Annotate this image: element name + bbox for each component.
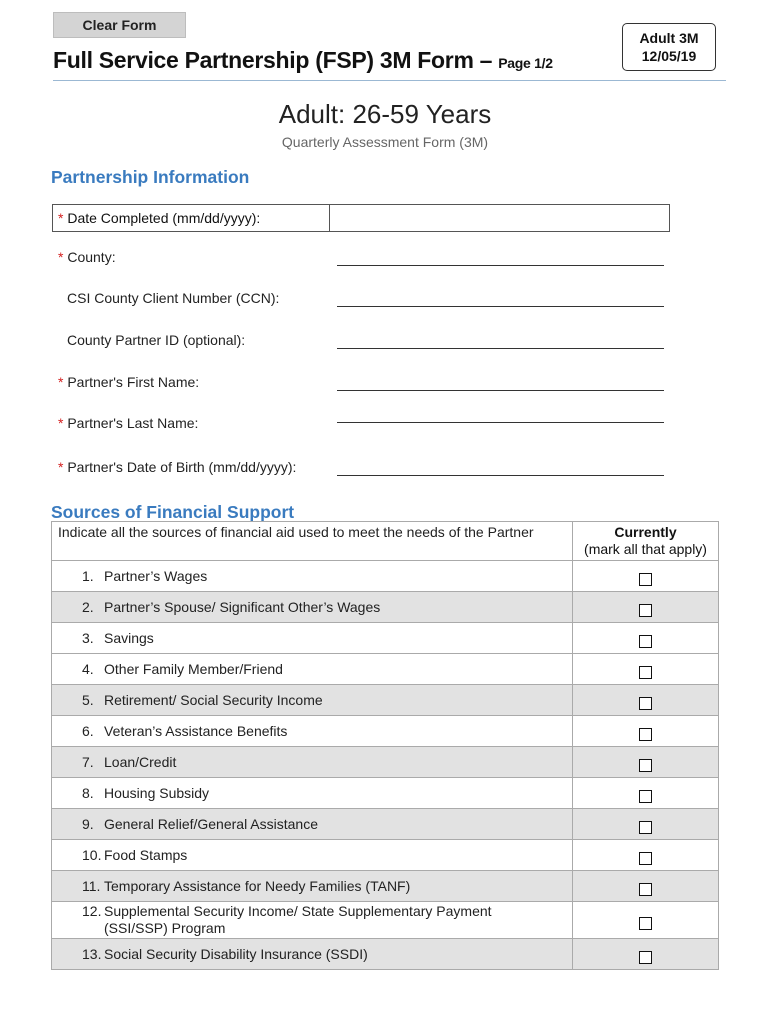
- header-divider: [53, 80, 726, 81]
- currently-column-header: [573, 522, 719, 561]
- item-label: Supplemental Security Income/ State Supplementary Payment (SSI/SSP) Program: [104, 903, 492, 936]
- item-number: 9.: [82, 816, 94, 832]
- item-label: Social Security Disability Insurance (SSDI): [104, 946, 368, 962]
- county-label: [58, 249, 116, 265]
- family-friend-checkbox[interactable]: [639, 666, 652, 679]
- loan-credit-checkbox[interactable]: [639, 759, 652, 772]
- item-number: 1.: [82, 568, 94, 584]
- last-name-input[interactable]: [337, 406, 664, 423]
- item-label: Other Family Member/Friend: [104, 661, 283, 677]
- form-name: Quarterly Assessment Form (3M): [281, 134, 489, 150]
- item-label: Food Stamps: [104, 847, 188, 863]
- badge-form-code: Adult 3M: [639, 30, 699, 46]
- item-number: 10.: [82, 847, 102, 863]
- checkbox-cell: [573, 592, 719, 623]
- item-label: Retirement/ Social Security Income: [104, 692, 323, 708]
- first-name-label: [58, 374, 199, 390]
- table-row: [52, 685, 719, 716]
- sources-column-header: Indicate all the sources of financial aid used to meet the needs of the Partner: [52, 522, 573, 561]
- form-title-text: Full Service Partnership (FSP) 3M Form: [53, 47, 474, 73]
- item-number: 11.: [82, 878, 101, 894]
- ccn-input[interactable]: [337, 290, 664, 307]
- date-completed-row: [52, 204, 670, 232]
- table-row: [52, 747, 719, 778]
- item-label: Savings: [104, 630, 154, 646]
- item-number: 3.: [82, 630, 94, 646]
- table-row: [52, 902, 719, 939]
- partner-wages-checkbox[interactable]: [639, 573, 652, 586]
- table-row: [52, 654, 719, 685]
- ccn-label: CSI County Client Number (CCN):: [67, 290, 280, 306]
- spouse-wages-checkbox[interactable]: [639, 604, 652, 617]
- item-label: Loan/Credit: [104, 754, 177, 770]
- source-item: [52, 871, 573, 902]
- first-name-label-text: Partner's First Name:: [63, 374, 200, 390]
- title-dash: –: [473, 47, 499, 73]
- item-wrap: [82, 903, 572, 937]
- financial-support-table: [51, 521, 719, 970]
- item-number: 2.: [82, 599, 94, 615]
- tanf-checkbox[interactable]: [639, 883, 652, 896]
- source-item: [52, 592, 573, 623]
- ssi-ssp-checkbox[interactable]: [639, 917, 652, 930]
- source-item: [52, 623, 573, 654]
- checkbox-cell: [573, 654, 719, 685]
- source-item: [52, 902, 573, 939]
- source-item: [52, 716, 573, 747]
- partner-id-label: County Partner ID (optional):: [67, 332, 246, 348]
- date-completed-label: [58, 210, 260, 226]
- table-row: [52, 592, 719, 623]
- checkbox-cell: [573, 716, 719, 747]
- item-label: Temporary Assistance for Needy Families (TANF): [104, 878, 411, 894]
- date-completed-input[interactable]: [333, 206, 667, 230]
- checkbox-cell: [573, 778, 719, 809]
- county-input[interactable]: [337, 249, 664, 266]
- source-item: [52, 939, 573, 970]
- food-stamps-checkbox[interactable]: [639, 852, 652, 865]
- page-indicator: Page 1/2: [498, 55, 553, 71]
- checkbox-cell: [573, 561, 719, 592]
- required-marker: *: [58, 374, 64, 390]
- checkbox-cell: [573, 685, 719, 716]
- table-row: [52, 871, 719, 902]
- table-row: [52, 561, 719, 592]
- item-number: 5.: [82, 692, 94, 708]
- item-number: 13.: [82, 946, 102, 962]
- partnership-info-heading: Partnership Information: [51, 167, 250, 187]
- housing-subsidy-checkbox[interactable]: [639, 790, 652, 803]
- county-label-text: County:: [63, 249, 116, 265]
- checkbox-cell: [573, 939, 719, 970]
- last-name-label: [58, 415, 198, 431]
- table-row: [52, 840, 719, 871]
- source-item: [52, 840, 573, 871]
- required-marker: *: [58, 210, 64, 226]
- table-row: [52, 939, 719, 970]
- clear-form-button[interactable]: Clear Form: [53, 12, 186, 38]
- retirement-checkbox[interactable]: [639, 697, 652, 710]
- badge-date: 12/05/19: [641, 48, 697, 64]
- item-number: 12.: [82, 903, 102, 919]
- checkbox-cell: [573, 902, 719, 939]
- required-marker: *: [58, 415, 64, 431]
- age-group-title: Adult: 26-59 Years: [278, 99, 492, 129]
- table-row: [52, 778, 719, 809]
- checkbox-cell: [573, 747, 719, 778]
- source-item: [52, 685, 573, 716]
- table-header-row: [52, 522, 719, 561]
- last-name-label-text: Partner's Last Name:: [63, 415, 199, 431]
- savings-checkbox[interactable]: [639, 635, 652, 648]
- checkbox-cell: [573, 809, 719, 840]
- partner-id-input[interactable]: [337, 332, 664, 349]
- required-marker: *: [58, 249, 64, 265]
- item-label: Housing Subsidy: [104, 785, 210, 801]
- item-label: Veteran’s Assistance Benefits: [104, 723, 288, 739]
- table-row: [52, 809, 719, 840]
- mark-all-label: (mark all that apply): [584, 541, 707, 557]
- table-row: [52, 716, 719, 747]
- cell-divider: [329, 205, 330, 231]
- source-item: [52, 778, 573, 809]
- source-item: [52, 561, 573, 592]
- item-number: 4.: [82, 661, 94, 677]
- veterans-checkbox[interactable]: [639, 728, 652, 741]
- form-version-badge: [622, 23, 716, 71]
- first-name-input[interactable]: [337, 374, 664, 391]
- checkbox-cell: [573, 840, 719, 871]
- dob-label: [58, 459, 296, 475]
- currently-label: Currently: [614, 524, 677, 540]
- source-item: [52, 654, 573, 685]
- dob-label-text: Partner's Date of Birth (mm/dd/yyyy):: [63, 459, 297, 475]
- item-number: 7.: [82, 754, 94, 770]
- item-label: Partner’s Wages: [104, 568, 208, 584]
- dob-input[interactable]: [337, 459, 664, 476]
- item-label: General Relief/General Assistance: [104, 816, 318, 832]
- form-title: [53, 47, 553, 74]
- item-number: 6.: [82, 723, 94, 739]
- required-marker: *: [58, 459, 64, 475]
- item-number: 8.: [82, 785, 94, 801]
- checkbox-cell: [573, 623, 719, 654]
- financial-support-heading: Sources of Financial Support: [51, 502, 295, 522]
- general-relief-checkbox[interactable]: [639, 821, 652, 834]
- ssdi-checkbox[interactable]: [639, 951, 652, 964]
- item-label: Partner’s Spouse/ Significant Other’s Wages: [104, 599, 381, 615]
- source-item: [52, 747, 573, 778]
- table-row: [52, 623, 719, 654]
- source-item: [52, 809, 573, 840]
- checkbox-cell: [573, 871, 719, 902]
- date-completed-label-text: Date Completed (mm/dd/yyyy):: [63, 210, 261, 226]
